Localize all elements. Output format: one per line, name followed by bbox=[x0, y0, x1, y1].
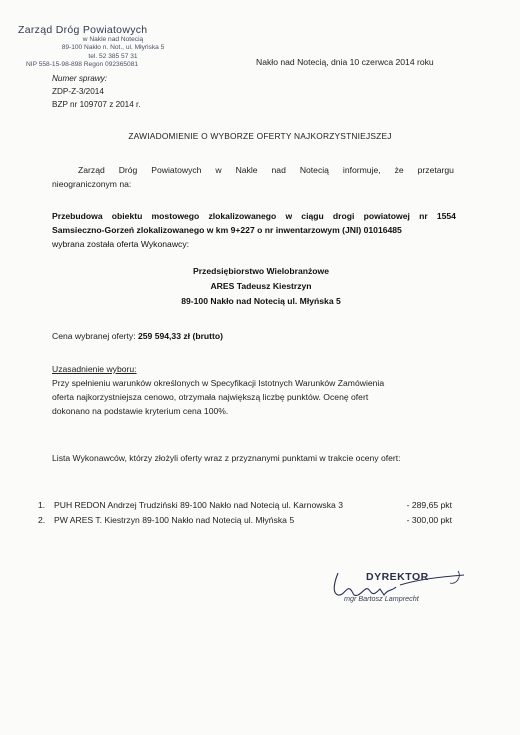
list-item-text: PW ARES T. Kiestrzyn 89-100 Nakło nad Notecią ul. Młyńska 5 bbox=[54, 515, 295, 525]
signature-block bbox=[330, 565, 480, 615]
case-number: ZDP-Z-3/2014 bbox=[52, 87, 104, 96]
contractor-list-intro: Lista Wykonawców, którzy złożyli oferty wraz z przyznanymi punktami w trakcie oceny ofert: bbox=[52, 453, 401, 463]
price-label: Cena wybranej oferty: bbox=[52, 331, 136, 341]
winner-company: Przedsiębiorstwo Wielobranżowe bbox=[192, 266, 329, 276]
project-word: ciągu bbox=[301, 211, 324, 221]
intro-word: Dróg bbox=[118, 165, 138, 175]
list-item bbox=[38, 513, 452, 528]
intro-word: Nakle bbox=[235, 165, 258, 175]
project-word: mostowego bbox=[151, 211, 200, 221]
intro-paragraph bbox=[52, 163, 454, 191]
project-word: 1554 bbox=[436, 211, 456, 221]
justification-block bbox=[52, 362, 462, 418]
justification-line-1: Przy spełnieniu warunków określonych w Specyfikacji Istotnych Warunków Zamówienia bbox=[52, 378, 385, 388]
intro-word: Notecią bbox=[299, 165, 329, 175]
project-word: zlokalizowanego bbox=[208, 211, 277, 221]
signature-title: DYREKTOR bbox=[366, 571, 429, 583]
intro-word: Zarząd bbox=[78, 165, 105, 175]
intro-word: nad bbox=[271, 165, 286, 175]
winner-owner: ARES Tadeusz Kiestrzyn bbox=[210, 281, 312, 291]
intro-line-2: nieograniczonym na: bbox=[52, 179, 132, 189]
project-line-3: wybrana została oferta Wykonawcy: bbox=[52, 239, 190, 249]
project-word: powiatowej bbox=[363, 211, 410, 221]
project-word: Przebudowa bbox=[52, 211, 103, 221]
winner-address: 89-100 Nakło nad Notecią ul. Młyńska 5 bbox=[181, 296, 341, 306]
price-line bbox=[52, 331, 223, 341]
signature-name: mgr Bartosz Lamprecht bbox=[344, 594, 419, 603]
justification-line-2: oferta najkorzystniejsza cenowo, otrzymała największą liczbę punktów. Ocenę ofert bbox=[52, 392, 369, 402]
list-item-number: 1. bbox=[38, 500, 46, 510]
project-word: nr bbox=[419, 211, 428, 221]
stamp-line-3: tel. 52 385 57 31 bbox=[88, 52, 138, 60]
selected-contractor bbox=[0, 264, 520, 309]
justification-heading: Uzasadnienie wyboru: bbox=[52, 364, 137, 374]
project-word: w bbox=[285, 211, 293, 221]
project-word: drogi bbox=[332, 211, 355, 221]
stamp-line-4: NIP 558-15-98-898 Regon 092365081 bbox=[26, 61, 139, 69]
stamp-line-2: 89-100 Nakło n. Not., ul. Młyńska 5 bbox=[61, 44, 165, 52]
stamp-title: Zarząd Dróg Powiatowych bbox=[18, 24, 148, 36]
intro-word: informuje, bbox=[342, 165, 381, 175]
list-item-number: 2. bbox=[38, 515, 46, 525]
intro-word: przetargu bbox=[417, 165, 454, 175]
reference-block bbox=[52, 72, 141, 111]
project-paragraph bbox=[52, 209, 456, 251]
project-line-1 bbox=[52, 209, 456, 223]
price-value: 259 594,33 zł (brutto) bbox=[137, 331, 223, 341]
case-label: Numer sprawy: bbox=[52, 74, 108, 83]
list-item-text: PUH REDON Andrzej Trudziński 89-100 Nakło nad Notecią ul. Karnowska 3 bbox=[54, 500, 343, 510]
document-title: ZAWIADOMIENIE O WYBORZE OFERTY NAJKORZYSTNIEJSZEJ bbox=[128, 131, 392, 141]
intro-word: Powiatowych bbox=[151, 165, 202, 175]
project-line-2: Samsieczno-Gorzeń zlokalizowanego w km 9+227 o nr inwentarzowym (JNI) 01016485 bbox=[52, 225, 402, 235]
intro-line-1 bbox=[52, 163, 454, 177]
contractor-list bbox=[38, 498, 452, 528]
list-item bbox=[38, 498, 452, 513]
list-item-points: - 300,00 pkt bbox=[406, 515, 452, 525]
institution-stamp bbox=[18, 24, 208, 70]
place-date: Nakło nad Notecią, dnia 10 czerwca 2014 roku bbox=[256, 57, 434, 67]
intro-word: że bbox=[394, 165, 404, 175]
intro-word: w bbox=[215, 165, 222, 175]
bzp-number: BZP nr 109707 z 2014 r. bbox=[52, 100, 141, 109]
justification-line-3: dokonano na podstawie kryterium cena 100%. bbox=[52, 406, 229, 416]
project-word: obiektu bbox=[111, 211, 143, 221]
stamp-line-1: w Nakle nad Notecią bbox=[82, 36, 144, 43]
list-item-points: - 289,65 pkt bbox=[406, 500, 452, 510]
